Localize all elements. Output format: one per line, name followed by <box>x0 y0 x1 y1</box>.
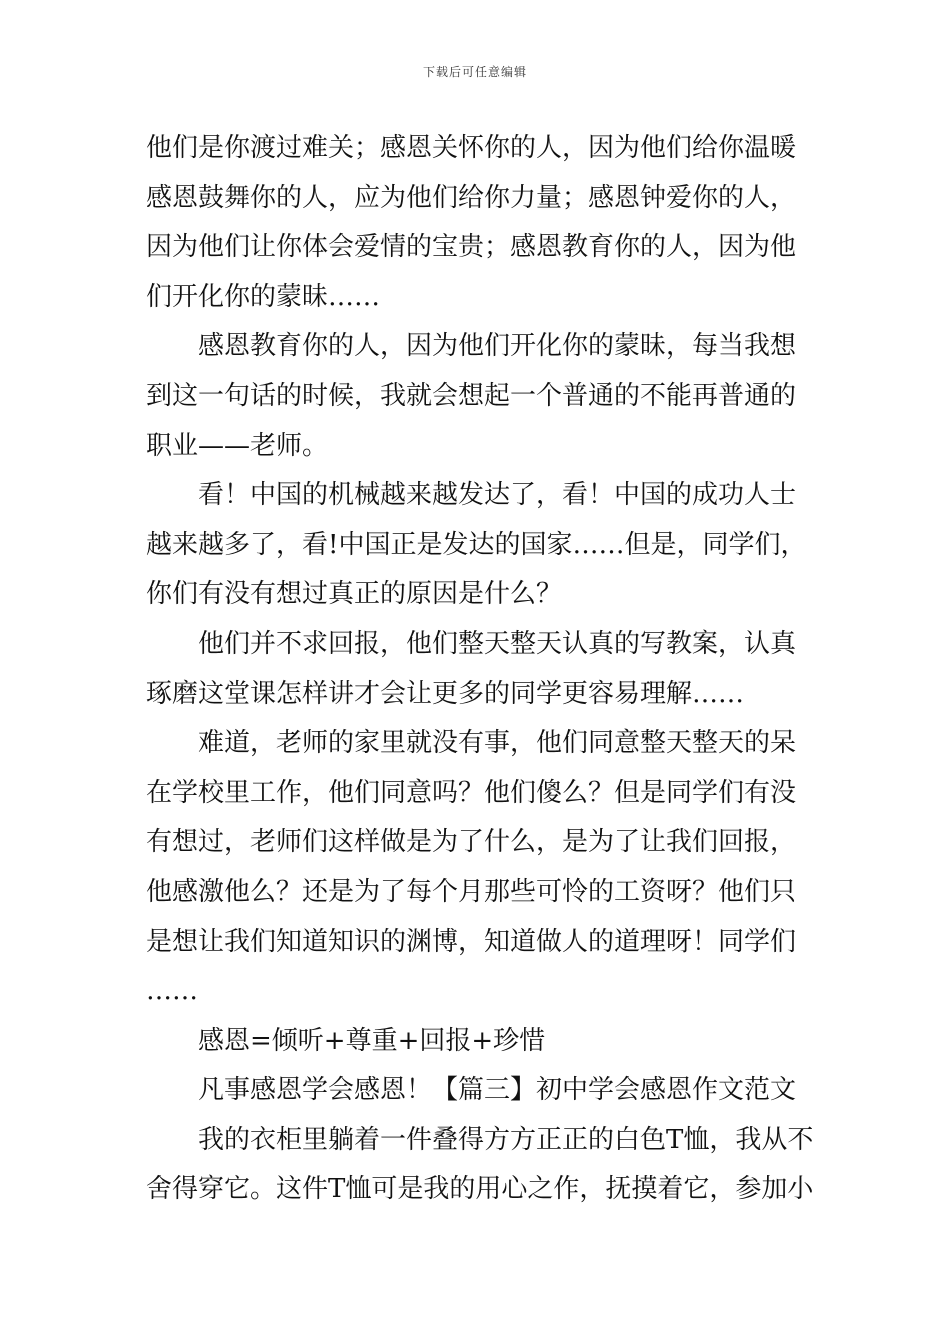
paragraph-start-line: 感恩教育你的人，因为他们开化你的蒙昧，每当我想 <box>198 331 797 362</box>
text-line: 在学校里工作，他们同意吗？他们傻么？但是同学们有没 <box>146 777 797 808</box>
text-line: 们开化你的蒙昧…… <box>146 281 381 312</box>
text-line: 舍得穿它。这件T恤可是我的用心之作，抚摸着它，参加小 <box>146 1174 814 1205</box>
text-line: …… <box>146 976 198 1007</box>
text-line: 他们是你渡过难关；感恩关怀你的人，因为他们给你温暖 <box>146 133 797 163</box>
paragraph-start-line: 看！中国的机械越来越发达了，看！中国的成功人士 <box>198 480 797 511</box>
text-line: 你们有没有想过真正的原因是什么？ <box>146 579 563 610</box>
paragraph-start-line: 他们并不求回报，他们整天整天认真的写教案，认真 <box>198 628 797 659</box>
document-body <box>146 124 816 1215</box>
text-line: 是想让我们知道知识的渊博，知道做人的道理呀！同学们 <box>146 926 797 957</box>
text-line: 他感激他么？还是为了每个月那些可怜的工资呀？他们只 <box>146 876 797 907</box>
text-line: 职业——老师。 <box>146 430 329 461</box>
section-title-line: 凡事感恩学会感恩！【篇三】初中学会感恩作文范文 <box>198 1075 797 1106</box>
text-line: 感恩鼓舞你的人，应为他们给你力量；感恩钟爱你的人， <box>146 182 797 213</box>
text-line: 越来越多了，看!中国正是发达的国家……但是，同学们， <box>146 529 807 560</box>
formula-line: 感恩=倾听+尊重+回报+珍惜 <box>198 1025 546 1056</box>
text-line: 有想过，老师们这样做是为了什么，是为了让我们回报， <box>146 827 797 858</box>
text-line: 因为他们让你体会爱情的宝贵；感恩教育你的人，因为他 <box>146 232 797 263</box>
text-line: 琢磨这堂课怎样讲才会让更多的同学更容易理解…… <box>146 678 745 709</box>
paragraph-start-line: 难道，老师的家里就没有事，他们同意整天整天的呆 <box>198 728 797 759</box>
paragraph-start-line: 我的衣柜里躺着一件叠得方方正正的白色T恤，我从不 <box>198 1124 814 1155</box>
page-header-note: 下载后可任意编辑 <box>422 65 527 79</box>
text-line: 到这一句话的时候，我就会想起一个普通的不能再普通的 <box>146 380 797 411</box>
